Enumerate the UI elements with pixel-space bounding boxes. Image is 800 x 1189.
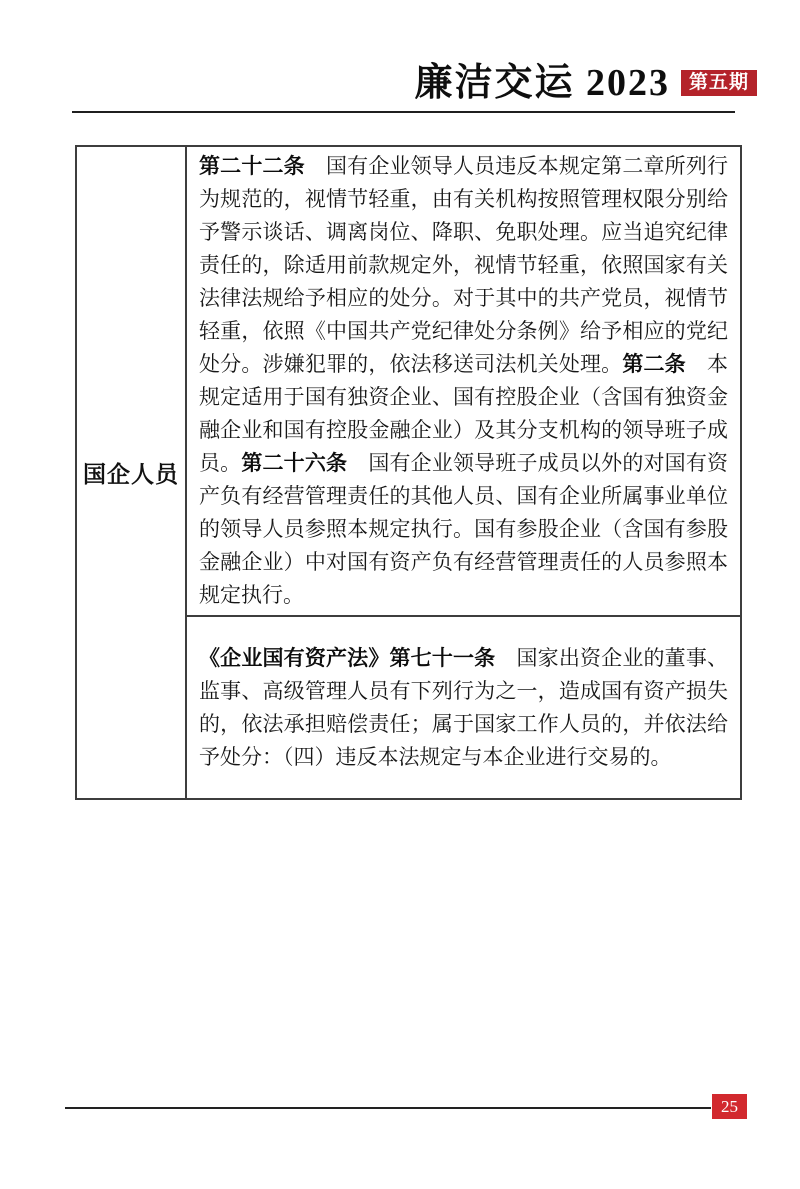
header-rule [72,111,735,113]
law-article-term: 第二条 [622,352,686,376]
page-number-box [712,1094,747,1119]
law-text-segment: 国有企业领导班子成员以外的对国有资产负有经营管理责任的其他人员、国有企业所属事业单位的领导人员参照本规定执行。国有参股企业（含国有参股金融企业）中对国有资产负有经营管理责任的人员参照本规定执行。 [199,451,729,607]
regulation-cell-1 [186,146,741,616]
regulation-paragraph-1 [199,150,728,612]
law-article-term: 第二十六条 [241,451,348,475]
page-header [0,60,757,106]
law-text-segment: 国有企业领导人员违反本规定第二章所列行为规范的，视情节轻重，由有关机构按照管理权限分别给予警示谈话、调离岗位、降职、免职处理。应当追究纪律责任的，除适用前款规定外，视情节轻重，依照国家有关法律法规给予相应的处分。对于其中的共产党员，视情节轻重，依照《中国共产党纪律处分条例》给予相应的党纪处分。涉嫌犯罪的，依法移送司法机关处理。 [199,154,729,376]
page-number: 25 [721,1097,738,1116]
masthead-title: 廉洁交运 2023 [414,62,670,104]
regulation-cell-2 [186,616,741,799]
law-article-term: 《企业国有资产法》第七十一条 [199,645,496,670]
row-label-cell [76,146,186,799]
table-row [76,146,741,616]
regulation-paragraph-2 [199,642,728,774]
law-text-segment: 国家出资企业的董事、监事、高级管理人员有下列行为之一，造成国有资产损失的，依法承担赔偿责任；属于国家工作人员的，并依法给予处分：（四）违反本法规定与本企业进行交易的。 [199,645,729,769]
law-text-segment: 本规定适用于国有独资企业、国有控股企业（含国有独资金融企业和国有控股金融企业）及其分支机构的领导班子成员。 [199,352,729,475]
footer-rule [65,1107,711,1109]
issue-badge: 第五期 [681,70,757,96]
regulations-table [75,145,742,800]
row-label: 国企人员 [83,462,179,487]
law-article-term: 第二十二条 [199,154,305,178]
